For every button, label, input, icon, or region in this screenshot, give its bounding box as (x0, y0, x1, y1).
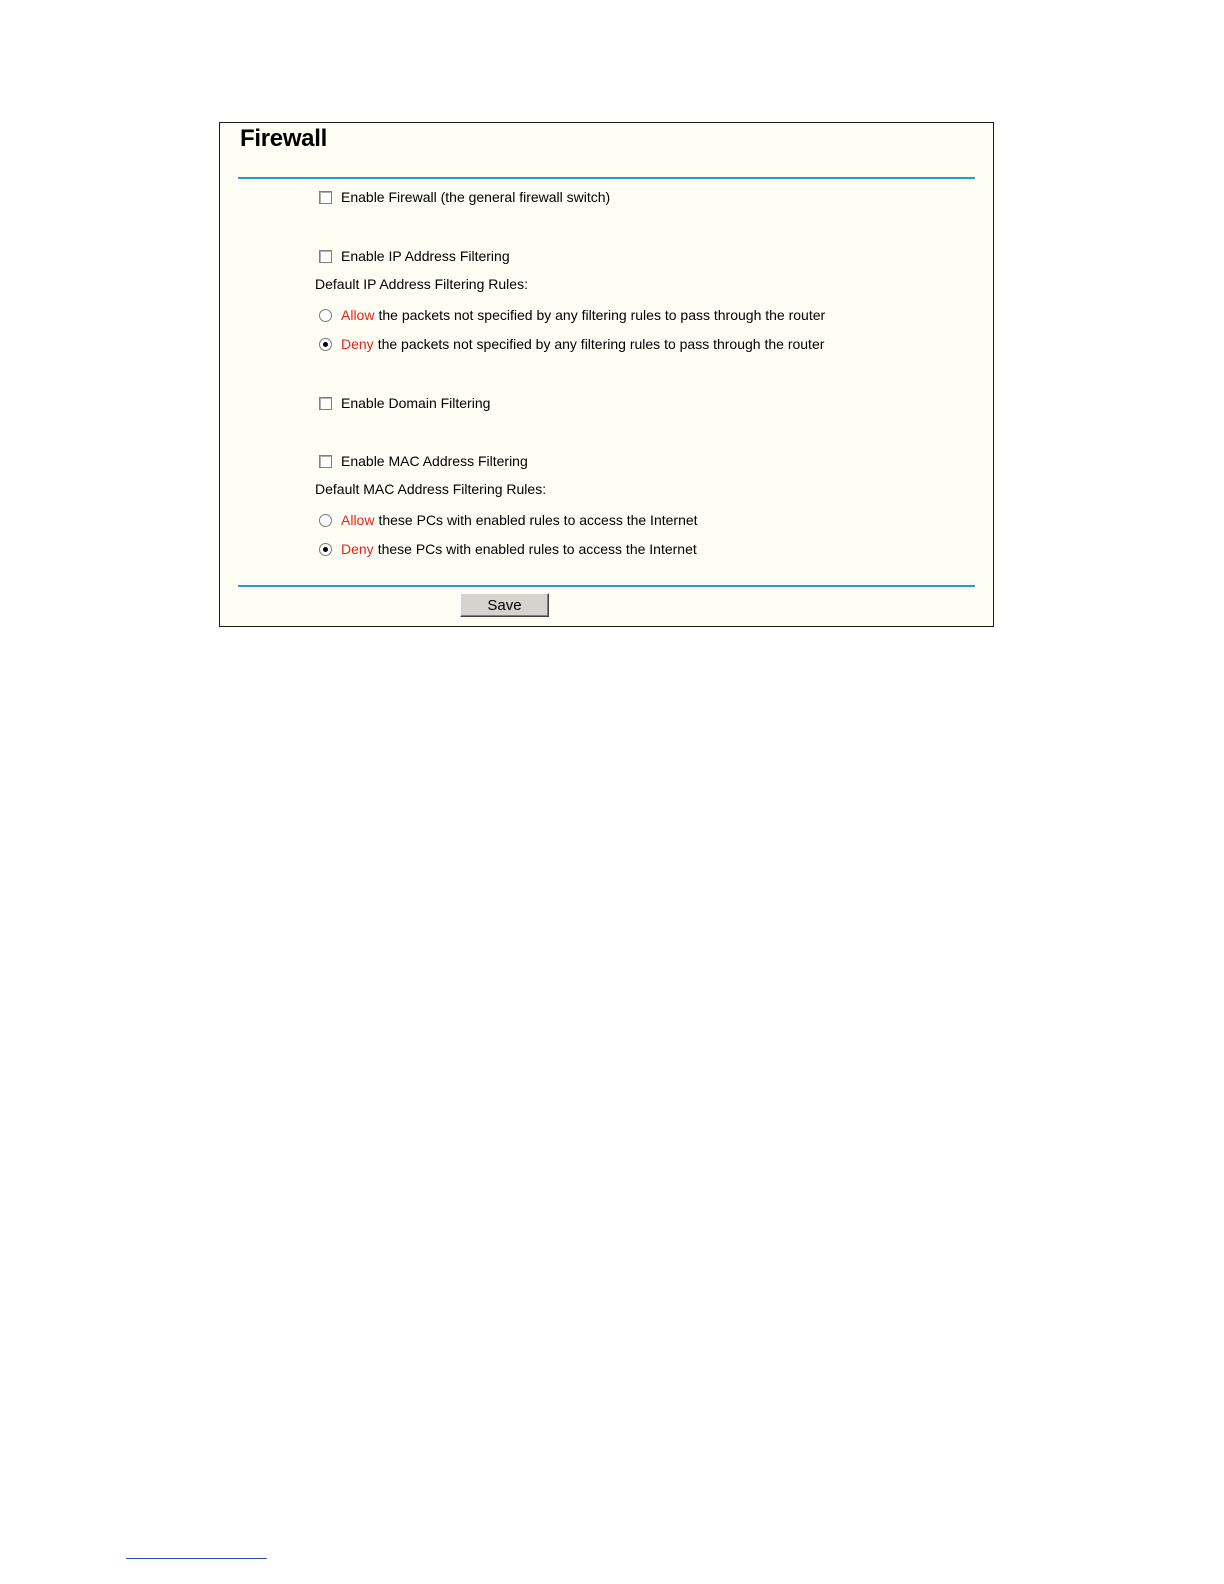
enable-domain-filtering-label[interactable]: Enable Domain Filtering (341, 395, 491, 411)
ip-rule-allow-radio[interactable] (319, 309, 332, 322)
mac-rule-allow-text: these PCs with enabled rules to access the Internet (378, 512, 698, 528)
enable-firewall-row[interactable] (319, 189, 610, 205)
mac-rules-heading: Default MAC Address Filtering Rules: (315, 481, 547, 497)
enable-firewall-label[interactable]: Enable Firewall (the general firewall switch) (341, 189, 611, 205)
enable-domain-filtering-checkbox[interactable] (319, 397, 332, 410)
mac-rule-allow-row[interactable] (319, 512, 698, 528)
enable-mac-filtering-checkbox[interactable] (319, 455, 332, 468)
page-title: Firewall (240, 125, 327, 152)
enable-mac-filtering-label[interactable]: Enable MAC Address Filtering (341, 453, 528, 469)
ip-rule-deny-keyword: Deny (341, 336, 374, 352)
firewall-panel (219, 122, 994, 627)
mac-rule-allow-radio[interactable] (319, 514, 332, 527)
ip-rule-allow-row[interactable] (319, 307, 825, 323)
footer-link-underline[interactable] (126, 1558, 267, 1559)
ip-rules-heading: Default IP Address Filtering Rules: (315, 276, 528, 292)
save-button[interactable]: Save (460, 593, 549, 617)
ip-rule-allow-keyword: Allow (341, 307, 375, 323)
enable-ip-filtering-checkbox[interactable] (319, 250, 332, 263)
ip-rule-allow-text: the packets not specified by any filtering rules to pass through the router (378, 307, 826, 323)
mac-rule-deny-text: these PCs with enabled rules to access the Internet (377, 541, 697, 557)
ip-rule-deny-text: the packets not specified by any filtering rules to pass through the router (377, 336, 825, 352)
enable-ip-filtering-row[interactable] (319, 248, 510, 264)
mac-rule-deny-radio[interactable] (319, 543, 332, 556)
bottom-divider (238, 585, 975, 587)
mac-rule-deny-keyword: Deny (341, 541, 374, 557)
ip-rule-deny-radio[interactable] (319, 338, 332, 351)
enable-firewall-checkbox[interactable] (319, 191, 332, 204)
enable-ip-filtering-label[interactable]: Enable IP Address Filtering (341, 248, 510, 264)
mac-rule-deny-row[interactable] (319, 541, 697, 557)
top-divider (238, 177, 975, 179)
ip-rule-deny-row[interactable] (319, 336, 824, 352)
enable-mac-filtering-row[interactable] (319, 453, 528, 469)
mac-rule-allow-keyword: Allow (341, 512, 375, 528)
enable-domain-filtering-row[interactable] (319, 395, 490, 411)
